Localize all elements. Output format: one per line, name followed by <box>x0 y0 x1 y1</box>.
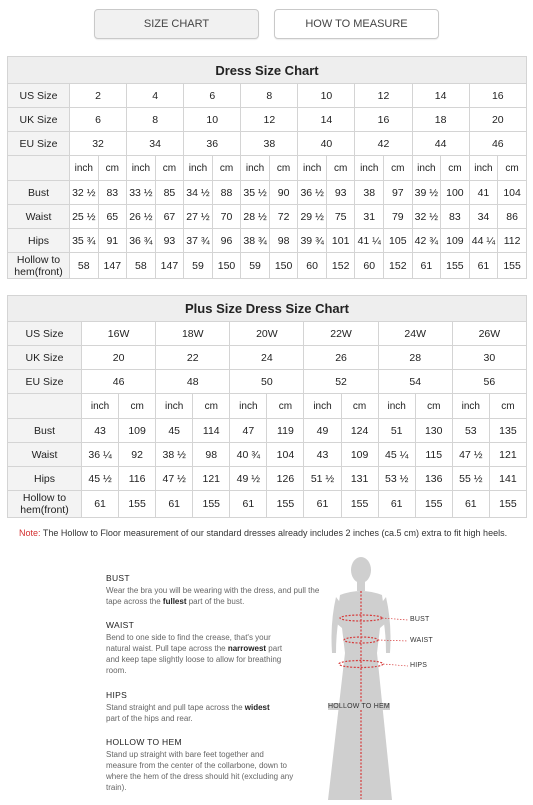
measurement-cell-hollow-to-hem-front: 155 <box>267 491 304 518</box>
guide-hollow-to-hem <box>106 737 328 793</box>
uk-size-cell: 14 <box>298 108 355 132</box>
heel-note <box>19 528 507 538</box>
row-label-hollow-to-hem: Hollow to hem(front) <box>8 491 82 518</box>
measurement-cell-waist: 75 <box>326 205 355 229</box>
eu-size-cell: 48 <box>156 370 230 394</box>
eu-size-cell: 36 <box>184 132 241 156</box>
guide-waist-heading: WAIST <box>106 620 135 630</box>
measurement-cell-hips: 41 ¼ <box>355 229 384 253</box>
guide-waist-text: Bend to one side to find the crease, that's your natural waist. Pull tape across the narrowest part and keep tape slightly loose to allow for breathing room. <box>106 633 283 675</box>
unit-inch-header: inch <box>127 156 156 181</box>
uk-size-cell: 8 <box>127 108 184 132</box>
measurement-cell-hollow-to-hem-front: 155 <box>193 491 230 518</box>
measurement-cell-hollow-to-hem-front: 60 <box>355 253 384 279</box>
measurement-cell-hips: 96 <box>212 229 241 253</box>
row-label-waist: Waist <box>8 443 82 467</box>
measurement-cell-hollow-to-hem-front: 61 <box>156 491 193 518</box>
us-size-cell: 22W <box>304 322 378 346</box>
unit-cm-header: cm <box>441 156 470 181</box>
measurement-cell-hips: 98 <box>269 229 298 253</box>
eu-size-label: EU Size <box>8 132 70 156</box>
us-size-cell: 4 <box>127 84 184 108</box>
guide-hips-heading: HIPS <box>106 690 128 700</box>
row-label-hips: Hips <box>8 229 70 253</box>
measurement-cell-waist: 65 <box>98 205 127 229</box>
measurement-cell-bust: 35 ½ <box>241 181 270 205</box>
unit-inch-header: inch <box>230 394 267 419</box>
row-label-hollow-to-hem: Hollow to hem(front) <box>8 253 70 279</box>
unit-cm-header: cm <box>326 156 355 181</box>
figure-hips-label: HIPS <box>410 662 428 669</box>
guide-hips <box>106 690 328 724</box>
measurement-cell-hollow-to-hem-front: 61 <box>469 253 498 279</box>
unit-cm-header: cm <box>98 156 127 181</box>
measurement-cell-waist: 45 ¼ <box>378 443 415 467</box>
us-size-cell: 10 <box>298 84 355 108</box>
note-label: Note: <box>19 528 41 538</box>
measurement-cell-hips: 91 <box>98 229 127 253</box>
eu-size-cell: 52 <box>304 370 378 394</box>
unit-inch-header: inch <box>298 156 327 181</box>
guide-bust <box>106 573 328 607</box>
measurement-cell-hollow-to-hem-front: 150 <box>212 253 241 279</box>
measurement-cell-hollow-to-hem-front: 60 <box>298 253 327 279</box>
measurement-cell-hollow-to-hem-front: 152 <box>384 253 413 279</box>
unit-cm-header: cm <box>341 394 378 419</box>
uk-size-cell: 16 <box>355 108 412 132</box>
measurement-cell-hips: 126 <box>267 467 304 491</box>
plus-size-chart <box>7 295 527 518</box>
plus-chart-title: Plus Size Dress Size Chart <box>8 296 527 322</box>
measurement-cell-waist: 31 <box>355 205 384 229</box>
measurement-cell-hips: 93 <box>155 229 184 253</box>
measurement-cell-waist: 86 <box>498 205 527 229</box>
measurement-cell-bust: 53 <box>452 419 489 443</box>
measurement-cell-hips: 47 ½ <box>156 467 193 491</box>
measurement-cell-hips: 121 <box>193 467 230 491</box>
measurement-cell-bust: 135 <box>489 419 526 443</box>
us-size-cell: 2 <box>70 84 127 108</box>
measurement-cell-hollow-to-hem-front: 58 <box>70 253 99 279</box>
us-size-cell: 20W <box>230 322 304 346</box>
measurement-cell-bust: 97 <box>384 181 413 205</box>
eu-size-cell: 46 <box>82 370 156 394</box>
measurement-cell-hips: 35 ¾ <box>70 229 99 253</box>
measurement-cell-hollow-to-hem-front: 61 <box>230 491 267 518</box>
guide-hollow-heading: HOLLOW TO HEM <box>106 737 182 747</box>
measurement-cell-bust: 90 <box>269 181 298 205</box>
measurement-cell-bust: 83 <box>98 181 127 205</box>
measurement-cell-waist: 109 <box>341 443 378 467</box>
measurement-cell-hollow-to-hem-front: 155 <box>489 491 526 518</box>
measurement-cell-bust: 49 <box>304 419 341 443</box>
uk-size-cell: 30 <box>452 346 526 370</box>
measurement-cell-bust: 38 <box>355 181 384 205</box>
guide-hollow-text: Stand up straight with bare feet together and measure from the center of the collarbone, down to where the hem of the dress should hit (excluding any train). <box>106 750 294 792</box>
measurement-cell-waist: 72 <box>269 205 298 229</box>
figure-waist-label: WAIST <box>410 637 433 644</box>
measurement-cell-bust: 124 <box>341 419 378 443</box>
measurement-cell-hips: 131 <box>341 467 378 491</box>
measurement-cell-waist: 26 ½ <box>127 205 156 229</box>
measurement-figure <box>320 553 440 800</box>
guide-bust-text: Wear the bra you will be wearing with the dress, and pull the tape across the fullest part of the bust. <box>106 586 320 606</box>
note-text: The Hollow to Floor measurement of our standard dresses already includes 2 inches (ca.5 cm) extra to fit high heels. <box>40 528 508 538</box>
measurement-cell-bust: 114 <box>193 419 230 443</box>
measurement-cell-hips: 45 ½ <box>82 467 119 491</box>
tab-bar <box>0 9 533 39</box>
measurement-cell-hollow-to-hem-front: 147 <box>98 253 127 279</box>
measurement-cell-hips: 101 <box>326 229 355 253</box>
uk-size-cell: 26 <box>304 346 378 370</box>
unit-inch-header: inch <box>469 156 498 181</box>
measurement-cell-hips: 112 <box>498 229 527 253</box>
measurement-cell-hips: 44 ¼ <box>469 229 498 253</box>
measurement-cell-hips: 38 ¾ <box>241 229 270 253</box>
uk-size-cell: 12 <box>241 108 298 132</box>
measurement-cell-bust: 51 <box>378 419 415 443</box>
measurement-cell-hollow-to-hem-front: 147 <box>155 253 184 279</box>
uk-size-label: UK Size <box>8 346 82 370</box>
us-size-cell: 26W <box>452 322 526 346</box>
measurement-cell-hollow-to-hem-front: 61 <box>452 491 489 518</box>
unit-cm-header: cm <box>212 156 241 181</box>
measurement-cell-bust: 39 ½ <box>412 181 441 205</box>
unit-cm-header: cm <box>489 394 526 419</box>
measurement-cell-hollow-to-hem-front: 61 <box>378 491 415 518</box>
unit-cm-header: cm <box>193 394 230 419</box>
unit-inch-header: inch <box>304 394 341 419</box>
uk-size-cell: 18 <box>412 108 469 132</box>
measurement-cell-bust: 32 ½ <box>70 181 99 205</box>
measurement-cell-waist: 104 <box>267 443 304 467</box>
measurement-cell-hollow-to-hem-front: 155 <box>119 491 156 518</box>
unit-cm-header: cm <box>269 156 298 181</box>
measurement-cell-waist: 25 ½ <box>70 205 99 229</box>
unit-inch-header: inch <box>156 394 193 419</box>
measurement-cell-waist: 36 ¼ <box>82 443 119 467</box>
unit-inch-header: inch <box>452 394 489 419</box>
figure-bust-label: BUST <box>410 616 430 623</box>
guide-waist <box>106 620 328 676</box>
us-size-cell: 6 <box>184 84 241 108</box>
measurement-cell-bust: 130 <box>415 419 452 443</box>
row-label-waist: Waist <box>8 205 70 229</box>
uk-size-cell: 22 <box>156 346 230 370</box>
unit-inch-header: inch <box>70 156 99 181</box>
row-label-hips: Hips <box>8 467 82 491</box>
measurement-cell-bust: 45 <box>156 419 193 443</box>
measurement-cell-waist: 70 <box>212 205 241 229</box>
figure-hollow-label: HOLLOW TO HEM <box>328 703 390 710</box>
measurement-cell-bust: 100 <box>441 181 470 205</box>
measurement-cell-hollow-to-hem-front: 155 <box>441 253 470 279</box>
guide-bust-heading: BUST <box>106 573 130 583</box>
dress-chart-title: Dress Size Chart <box>8 57 527 84</box>
eu-size-cell: 54 <box>378 370 452 394</box>
uk-size-cell: 28 <box>378 346 452 370</box>
unit-cm-header: cm <box>498 156 527 181</box>
measurement-cell-hollow-to-hem-front: 155 <box>341 491 378 518</box>
unit-inch-header: inch <box>412 156 441 181</box>
unit-cm-header: cm <box>155 156 184 181</box>
measurement-cell-bust: 88 <box>212 181 241 205</box>
unit-inch-header: inch <box>184 156 213 181</box>
measurement-cell-waist: 43 <box>304 443 341 467</box>
us-size-cell: 18W <box>156 322 230 346</box>
uk-size-cell: 6 <box>70 108 127 132</box>
measurement-cell-hips: 39 ¾ <box>298 229 327 253</box>
measurement-cell-waist: 29 ½ <box>298 205 327 229</box>
unit-inch-header: inch <box>378 394 415 419</box>
eu-size-cell: 40 <box>298 132 355 156</box>
measurement-cell-bust: 119 <box>267 419 304 443</box>
measurement-cell-bust: 43 <box>82 419 119 443</box>
guide-hips-text: Stand straight and pull tape across the widest part of the hips and rear. <box>106 703 270 723</box>
measurement-cell-hips: 49 ½ <box>230 467 267 491</box>
measurement-cell-waist: 27 ½ <box>184 205 213 229</box>
measurement-cell-hollow-to-hem-front: 61 <box>304 491 341 518</box>
measurement-cell-hips: 116 <box>119 467 156 491</box>
measurement-cell-hollow-to-hem-front: 155 <box>498 253 527 279</box>
dress-size-chart <box>7 56 527 279</box>
eu-size-cell: 46 <box>469 132 526 156</box>
uk-size-cell: 24 <box>230 346 304 370</box>
us-size-cell: 16W <box>82 322 156 346</box>
measurement-cell-hips: 53 ½ <box>378 467 415 491</box>
uk-size-cell: 10 <box>184 108 241 132</box>
eu-size-cell: 38 <box>241 132 298 156</box>
measurement-cell-waist: 28 ½ <box>241 205 270 229</box>
units-row-header <box>8 394 82 419</box>
measurement-cell-bust: 47 <box>230 419 267 443</box>
measurement-cell-bust: 36 ½ <box>298 181 327 205</box>
us-size-label: US Size <box>8 84 70 108</box>
us-size-cell: 24W <box>378 322 452 346</box>
measurement-cell-waist: 79 <box>384 205 413 229</box>
eu-size-cell: 44 <box>412 132 469 156</box>
measurement-cell-hollow-to-hem-front: 61 <box>412 253 441 279</box>
measurement-cell-waist: 83 <box>441 205 470 229</box>
tab-size-chart[interactable]: SIZE CHART <box>94 9 259 39</box>
us-size-cell: 8 <box>241 84 298 108</box>
measurement-cell-hollow-to-hem-front: 152 <box>326 253 355 279</box>
us-size-cell: 14 <box>412 84 469 108</box>
uk-size-label: UK Size <box>8 108 70 132</box>
measurement-cell-waist: 67 <box>155 205 184 229</box>
eu-size-label: EU Size <box>8 370 82 394</box>
unit-cm-header: cm <box>415 394 452 419</box>
measurement-cell-waist: 98 <box>193 443 230 467</box>
uk-size-cell: 20 <box>82 346 156 370</box>
measurement-cell-hips: 141 <box>489 467 526 491</box>
unit-cm-header: cm <box>119 394 156 419</box>
measurement-cell-bust: 109 <box>119 419 156 443</box>
row-label-bust: Bust <box>8 181 70 205</box>
eu-size-cell: 32 <box>70 132 127 156</box>
tab-how-to-measure[interactable]: HOW TO MEASURE <box>274 9 439 39</box>
eu-size-cell: 42 <box>355 132 412 156</box>
measurement-cell-waist: 121 <box>489 443 526 467</box>
measurement-cell-hips: 51 ½ <box>304 467 341 491</box>
measurement-cell-bust: 85 <box>155 181 184 205</box>
measurement-cell-hollow-to-hem-front: 58 <box>127 253 156 279</box>
measurement-cell-waist: 92 <box>119 443 156 467</box>
unit-inch-header: inch <box>355 156 384 181</box>
unit-cm-header: cm <box>267 394 304 419</box>
measurement-cell-waist: 32 ½ <box>412 205 441 229</box>
us-size-cell: 12 <box>355 84 412 108</box>
measurement-cell-hollow-to-hem-front: 59 <box>241 253 270 279</box>
measurement-cell-bust: 33 ½ <box>127 181 156 205</box>
measurement-cell-hollow-to-hem-front: 150 <box>269 253 298 279</box>
measurement-cell-hips: 55 ½ <box>452 467 489 491</box>
measurement-cell-waist: 38 ½ <box>156 443 193 467</box>
eu-size-cell: 50 <box>230 370 304 394</box>
eu-size-cell: 56 <box>452 370 526 394</box>
measurement-cell-hips: 136 <box>415 467 452 491</box>
measurement-cell-bust: 93 <box>326 181 355 205</box>
unit-inch-header: inch <box>241 156 270 181</box>
measurement-cell-waist: 115 <box>415 443 452 467</box>
unit-inch-header: inch <box>82 394 119 419</box>
measurement-cell-waist: 47 ½ <box>452 443 489 467</box>
measurement-cell-waist: 34 <box>469 205 498 229</box>
units-row-header <box>8 156 70 181</box>
dress-silhouette-icon <box>320 553 440 800</box>
measurement-cell-waist: 40 ¾ <box>230 443 267 467</box>
measurement-cell-hips: 109 <box>441 229 470 253</box>
measurement-cell-hollow-to-hem-front: 155 <box>415 491 452 518</box>
us-size-cell: 16 <box>469 84 526 108</box>
measurement-cell-hips: 105 <box>384 229 413 253</box>
measurement-cell-hollow-to-hem-front: 61 <box>82 491 119 518</box>
measurement-cell-bust: 41 <box>469 181 498 205</box>
measurement-cell-hips: 37 ¾ <box>184 229 213 253</box>
uk-size-cell: 20 <box>469 108 526 132</box>
measurement-cell-hollow-to-hem-front: 59 <box>184 253 213 279</box>
measurement-cell-hips: 42 ¾ <box>412 229 441 253</box>
us-size-label: US Size <box>8 322 82 346</box>
measurement-cell-hips: 36 ¾ <box>127 229 156 253</box>
unit-cm-header: cm <box>384 156 413 181</box>
measurement-cell-bust: 104 <box>498 181 527 205</box>
row-label-bust: Bust <box>8 419 82 443</box>
eu-size-cell: 34 <box>127 132 184 156</box>
measurement-cell-bust: 34 ½ <box>184 181 213 205</box>
